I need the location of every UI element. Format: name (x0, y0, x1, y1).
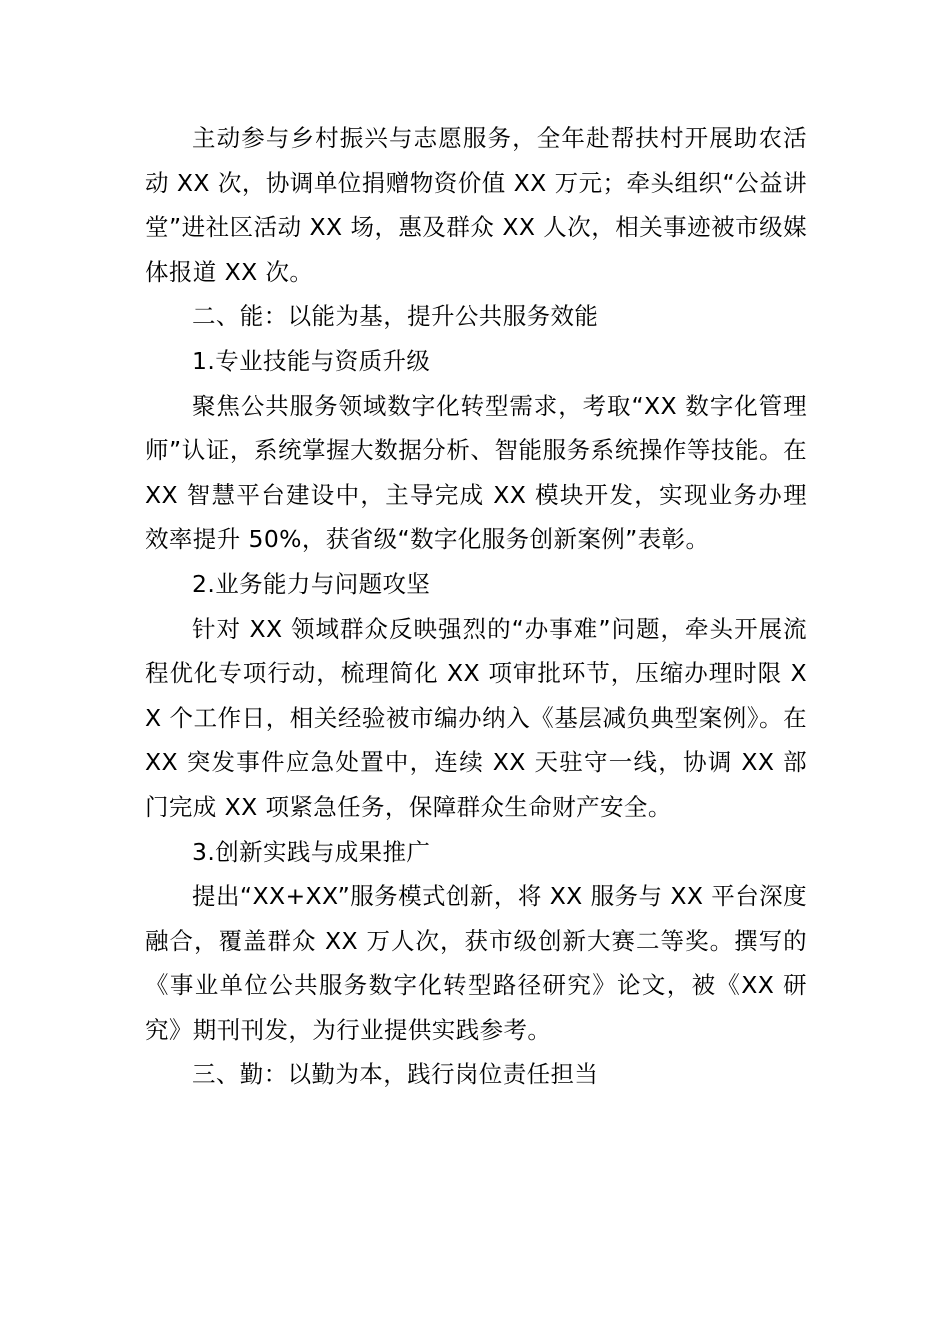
heading-section-3: 三、勤：以勤为本，践行岗位责任担当 (192, 1060, 599, 1089)
subheading-2-2: 2.业务能力与问题攻坚 (192, 569, 431, 598)
paragraph-innovation: 提出“XX+XX”服务模式创新，将 XX 服务与 XX 平台深度融合，覆盖群众 XX 万人次，获市级创新大赛二等奖。撰写的《事业单位公共服务数字化转型路径研究》论文，被《XX 研究》期刊刊发，为行业提供实践参考。 (145, 882, 807, 1044)
subheading-2-3: 3.创新实践与成果推广 (192, 837, 431, 866)
document-body (145, 116, 807, 1097)
heading-section-2: 二、能：以能为基，提升公共服务效能 (192, 302, 599, 331)
subheading-2-1: 1.专业技能与资质升级 (192, 346, 431, 375)
paragraph-volunteer-service: 主动参与乡村振兴与志愿服务，全年赴帮扶村开展助农活动 XX 次，协调单位捐赠物资价值 XX 万元；牵头组织“公益讲堂”进社区活动 XX 场，惠及群众 XX 人次，相关事迹被市级媒体报道 XX 次。 (145, 124, 807, 286)
paragraph-problem-solving: 针对 XX 领域群众反映强烈的“办事难”问题，牵头开展流程优化专项行动，梳理简化 XX 项审批环节，压缩办理时限 XX 个工作日，相关经验被市编办纳入《基层减负典型案例》。在 XX 突发事件应急处置中，连续 XX 天驻守一线，协调 XX 部门完成 XX 项紧急任务，保障群众生命财产安全。 (145, 614, 807, 821)
paragraph-digital-skills: 聚焦公共服务领域数字化转型需求，考取“XX 数字化管理师”认证，系统掌握大数据分析、智能服务系统操作等技能。在 XX 智慧平台建设中，主导完成 XX 模块开发，实现业务办理效率提升 50%，获省级“数字化服务创新案例”表彰。 (145, 391, 807, 554)
